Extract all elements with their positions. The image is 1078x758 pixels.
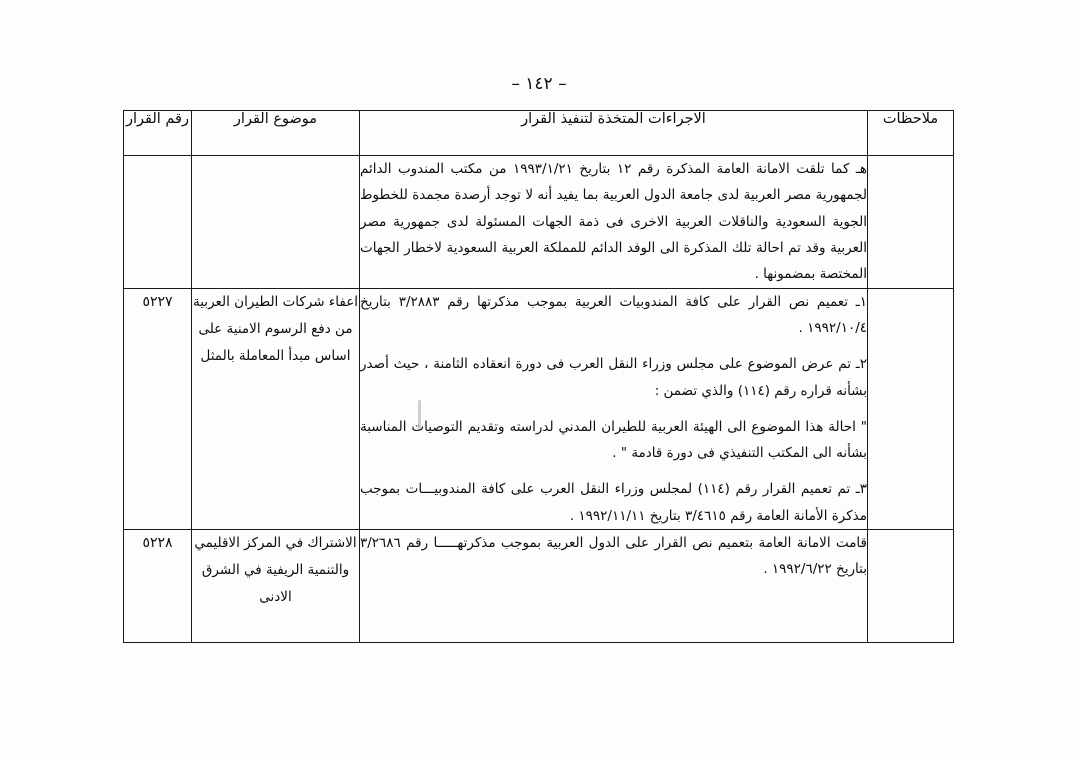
column-header-subject: موضوع القرار [192, 111, 360, 156]
table-row [124, 156, 954, 289]
table-row [124, 530, 954, 643]
cell-actions [360, 288, 868, 530]
table-header [124, 111, 954, 156]
action-paragraph: قامت الامانة العامة بتعميم نص القرار على الدول العربية بموجب مذكرتهـــــا رقم ٣/٢٦٨٦ بتاريخ ١٩٩٢/٦/٢٢ . [360, 535, 867, 578]
print-artifact [418, 400, 421, 430]
column-header-notes: ملاحظات [868, 111, 954, 156]
action-paragraph: ٢ـ تم عرض الموضوع على مجلس وزراء النقل العرب فى دورة انعقاده الثامنة ، حيث أصدر بشأنه قراره رقم (١١٤) والذي تضمن : [360, 356, 867, 399]
column-header-decision-no: رقم القرار [124, 111, 192, 156]
cell-notes [868, 156, 954, 289]
cell-actions [360, 156, 868, 289]
page-number: – ١٤٢ – [511, 74, 567, 94]
decisions-table [123, 110, 954, 643]
table-row [124, 288, 954, 530]
cell-subject: اعفاء شركات الطيران العربية من دفع الرسوم الامنية على اساس مبدأ المعاملة بالمثل [192, 288, 360, 530]
cell-notes [868, 530, 954, 643]
column-header-actions: الاجراءات المتخذة لتنفيذ القرار [360, 111, 868, 156]
cell-subject [192, 156, 360, 289]
table-body [124, 156, 954, 643]
action-paragraph: هـ كما تلقت الامانة العامة المذكرة رقم ١٢ بتاريخ ١٩٩٣/١/٢١ من مكتب المندوب الدائم لجمهورية مصر العربية لدى جامعة الدول العربية بما يفيد أنه لا توجد أرصدة مجمدة للخطوط الجوية السعودية والناقلات العربية الاخرى فى ذمة الجهات المسئولة لدى جمهورية مصر العربية وقد تم احالة تلك المذكرة الى الوفد الدائم للمملكة العربية السعودية لاخطار الجهات المختصة بمضمونها . [360, 161, 867, 283]
action-paragraph: " احالة هذا الموضوع الى الهيئة العربية للطيران المدني لدراسته وتقديم التوصيات المناسبة بشأنه الى المكتب التنفيذي فى دورة قادمة " . [360, 418, 867, 462]
table-header-row [124, 111, 954, 156]
cell-subject: الاشتراك في المركز الاقليمي والتنمية الريفية في الشرق الادنى [192, 530, 360, 643]
action-paragraph: ٣ـ تم تعميم القرار رقم (١١٤) لمجلس وزراء النقل العرب على كافة المندوبيـــات بموجب مذكرة الأمانة العامة رقم ٣/٤٦١٥ بتاريخ ١٩٩٢/١١/١١ . [360, 481, 867, 524]
cell-decision-no: ٥٢٢٧ [124, 288, 192, 530]
action-paragraph: ١ـ تعميم نص القرار على كافة المندوبيات العربية بموجب مذكرتها رقم ٣/٢٨٨٣ بتاريخ ١٩٩٢/١٠/٤ . [360, 293, 867, 336]
cell-actions [360, 530, 868, 643]
cell-decision-no [124, 156, 192, 289]
cell-decision-no: ٥٢٢٨ [124, 530, 192, 643]
cell-notes [868, 288, 954, 530]
